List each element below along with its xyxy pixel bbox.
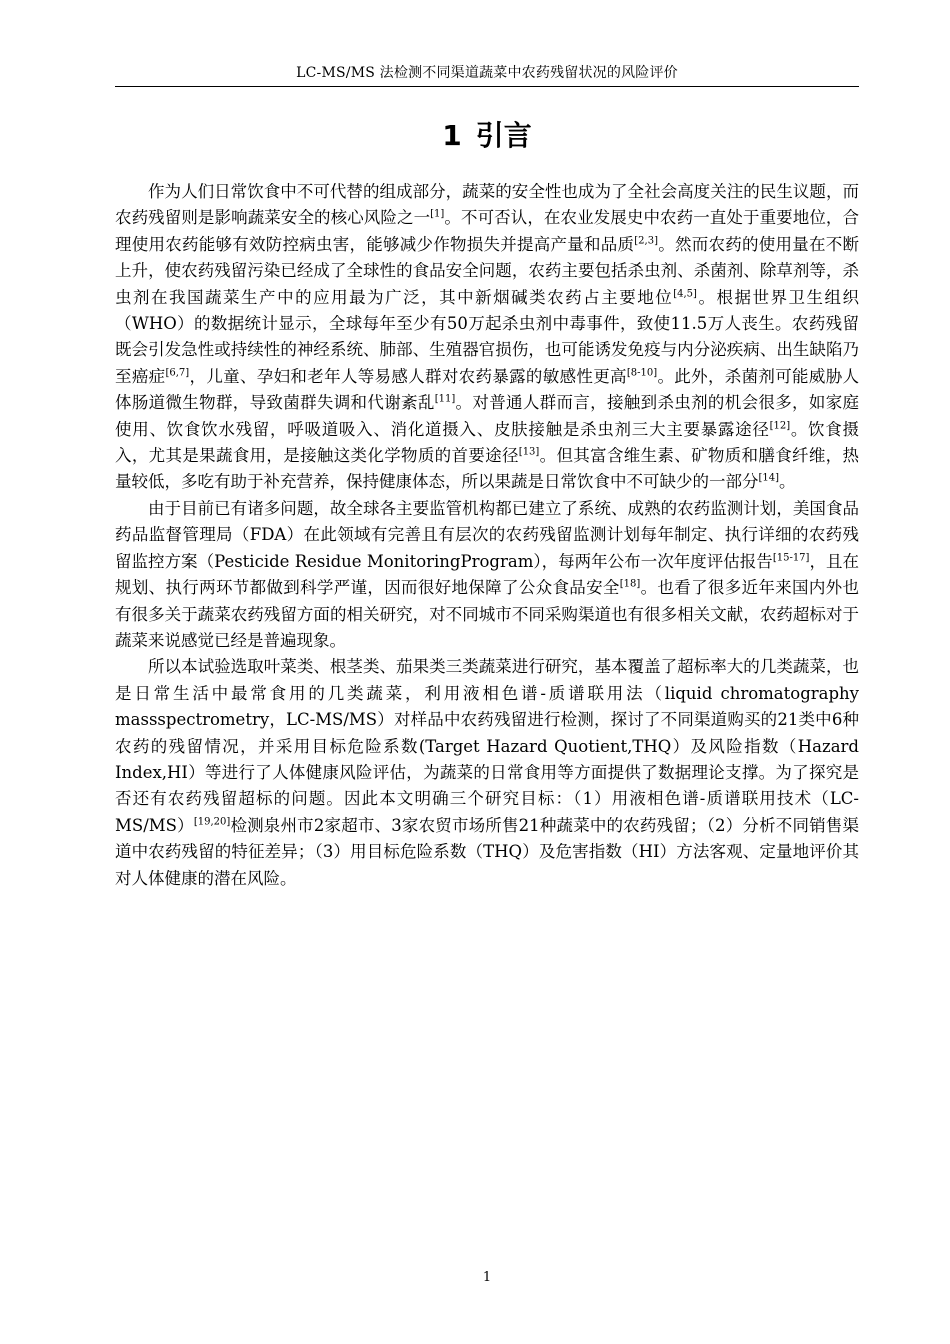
citation-ref: [13] — [518, 446, 540, 458]
text-run: 。根据世界卫生组织（WHO）的数据统计显示，全球每年至少有50万起杀虫剂中毒事件，致使11.5万人丧生。农药残留既会引发急性或持续性的神经系统、肺部、生殖器官损伤，也可能诱发免疫与内分泌疾病、出生缺陷乃至癌症 — [115, 287, 860, 386]
section-title — [115, 114, 859, 158]
citation-ref: [12] — [769, 420, 791, 432]
citation-ref: [1] — [430, 208, 445, 220]
text-run: 作为人们日常饮食中不可代替的组成部分，蔬菜的安全性也成为了全社会高度关注的民生议题，而农药残留则是影响蔬菜安全的核心风险之一 — [115, 182, 859, 228]
citation-ref: [18] — [619, 578, 641, 590]
paragraph — [115, 654, 859, 892]
text-run: ，且在规划、执行两环节都做到科学严谨，因而很好地保障了公众食品安全 — [115, 551, 859, 598]
text-run: 。然而农药的使用量在不断上升，使农药残留污染已经成了全球性的食品安全问题，农药主要包括杀虫剂、杀菌剂、除草剂等，杀虫剂在我国蔬菜生产中的应用最为广泛，其中新烟碱类农药占主要地位 — [115, 234, 860, 307]
citation-ref: [14] — [758, 472, 780, 484]
section-number: 1 — [442, 119, 462, 152]
text-run: ，儿童、孕妇和老年人等易感人群对农药暴露的敏感性更高 — [189, 366, 627, 386]
header-rule — [115, 86, 859, 87]
text-run: 所以本试验选取叶菜类、根茎类、茄果类三类蔬菜进行研究，基本覆盖了超标率大的几类蔬菜，也是日常生活中最常食用的几类蔬菜，利用液相色谱-质谱联用法（liquid chromatography massspectrometry，LC-MS/MS）对样品中农药残留进行检测，探讨了不同渠道购买的21类中6种农药的残留情况，并采用目标危险系数(Target Hazard Quotient,THQ）及风险指数（Hazard Index,HI）等进行了人体健康风险评估，为蔬菜的日常食用等方面提供了数据理论支撑。为了探究是否还有农药残留超标的问题。因此本文明确三个研究目标：（1）用液相色谱-质谱联用技术（LC-MS/MS） — [115, 657, 859, 835]
citation-ref: [8-10] — [626, 367, 658, 379]
text-run: 。但其富含维生素、矿物质和膳食纤维，热量较低，多吃有助于补充营养，保持健康体态，所以果蔬是日常饮食中不可缺少的一部分 — [115, 446, 860, 492]
citation-ref: [2,3] — [634, 235, 658, 247]
page-number: 1 — [482, 1270, 492, 1285]
text-run: 。也看了很多近年来国内外也有很多关于蔬菜农药残留方面的相关研究，对不同城市不同采购渠道也有很多相关文献，农药超标对于蔬菜来说感觉已经是普遍现象。 — [115, 578, 860, 650]
citation-ref: [6,7] — [165, 367, 190, 379]
text-run: 。对普通人群而言，接触到杀虫剂的机会很多，如家庭使用、饮食饮水残留，呼吸道吸入、消化道摄入、皮肤接触是杀虫剂三大主要暴露途径 — [115, 393, 860, 439]
citation-ref: [15-17] — [772, 552, 810, 564]
text-run: 。不可否认，在农业发展史中农药一直处于重要地位，合理使用农药能够有效防控病虫害，能够减少作物损失并提高产量和品质 — [115, 208, 860, 254]
text-run: 。 — [779, 472, 796, 492]
text-run: 检测泉州市2家超市、3家农贸市场所售21种蔬菜中的农药残留；（2）分析不同销售渠道中农药残留的特征差异；（3）用目标危险系数（THQ）及危害指数（HI）方法客观、定量地评价其对人体健康的潜在风险。 — [115, 815, 859, 888]
text-run: 。此外，杀菌剂可能威胁人体肠道微生物群，导致菌群失调和代谢紊乱 — [115, 366, 860, 413]
paragraph — [115, 179, 859, 496]
running-header: LC-MS/MS 法检测不同渠道蔬菜中农药残留状况的风险评价 — [296, 65, 678, 81]
citation-ref: [19,20] — [193, 816, 231, 828]
text-run: 。饮食摄入，尤其是果蔬食用，是接触这类化学物质的首要途径 — [115, 419, 860, 466]
paragraph — [115, 496, 859, 654]
section-title-text: 引言 — [475, 119, 532, 152]
citation-ref: [11] — [434, 393, 456, 405]
text-run: 由于目前已有诸多问题，故全球各主要监管机构都已建立了系统、成熟的农药监测计划，美国食品药品监督管理局（FDA）在此领域有完善且有层次的农药残留监测计划每年制定、执行详细的农药残留监控方案（Pesticide Residue MonitoringProgram），每两年公布一次年度评估报告 — [115, 498, 859, 571]
body-text — [115, 179, 859, 892]
citation-ref: [4,5] — [673, 288, 697, 300]
